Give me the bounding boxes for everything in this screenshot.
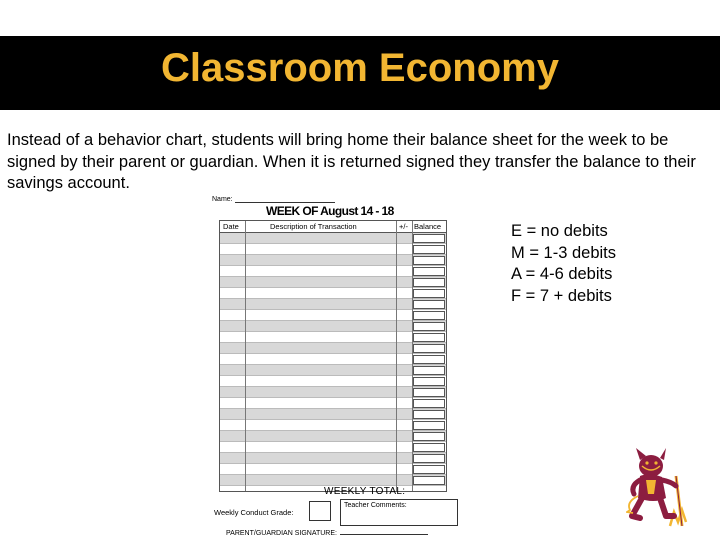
ledger-table: [219, 220, 447, 492]
balance-box: [413, 234, 445, 243]
balance-box: [413, 399, 445, 408]
signature-line: [226, 530, 428, 537]
conduct-grade-label: Weekly Conduct Grade:: [214, 508, 294, 517]
grade-f: F = 7 + debits: [511, 286, 612, 305]
name-field: [212, 196, 335, 203]
balance-box: [413, 322, 445, 331]
grade-a: A = 4-6 debits: [511, 265, 613, 283]
intro-text: Instead of a behavior chart, students will bring home their balance sheet for the week to be signed by their parent or guardian. When it is returned signed they transfer the balance to their savings account.: [7, 131, 696, 192]
balance-box: [413, 267, 445, 276]
balance-box: [413, 454, 445, 463]
weekly-total-label: WEEKLY TOTAL:: [324, 486, 406, 497]
balance-box: [413, 311, 445, 320]
sun-devil-mascot-icon: [626, 446, 688, 528]
balance-box: [413, 410, 445, 419]
conduct-grade-box: [309, 501, 331, 521]
balance-box: [413, 443, 445, 452]
balance-box: [413, 421, 445, 430]
balance-box: [413, 256, 445, 265]
column-divider: [396, 221, 397, 491]
balance-box: [413, 333, 445, 342]
grade-m: M = 1-3 debits: [511, 243, 617, 262]
balance-box: [413, 245, 445, 254]
balance-box: [413, 476, 445, 485]
title-bar: [0, 36, 720, 110]
column-balance: Balance: [414, 222, 442, 231]
balance-box: [413, 366, 445, 375]
balance-box: [413, 289, 445, 298]
column-divider: [245, 221, 246, 491]
signature-label: PARENT/GUARDIAN SIGNATURE:: [226, 530, 337, 537]
week-label: WEEK OF August 14 - 18: [266, 204, 394, 218]
teacher-comments-box: [340, 499, 458, 526]
column-date: Date: [223, 222, 239, 231]
balance-box: [413, 355, 445, 364]
balance-box: [413, 432, 445, 441]
balance-box: [413, 465, 445, 474]
column-description: Description of Transaction: [270, 222, 357, 231]
balance-box: [413, 300, 445, 309]
balance-box: [413, 377, 445, 386]
grade-e: E = no debits: [511, 222, 608, 240]
balance-sheet: [206, 194, 466, 540]
balance-box: [413, 344, 445, 353]
teacher-comments-label: Teacher Comments:: [344, 502, 407, 509]
balance-box: [413, 388, 445, 397]
grade-key: [511, 221, 616, 307]
slide-title: Classroom Economy: [161, 46, 559, 90]
balance-box: [413, 278, 445, 287]
column-plus-minus: +/-: [399, 222, 408, 231]
name-label: Name:: [212, 196, 233, 203]
